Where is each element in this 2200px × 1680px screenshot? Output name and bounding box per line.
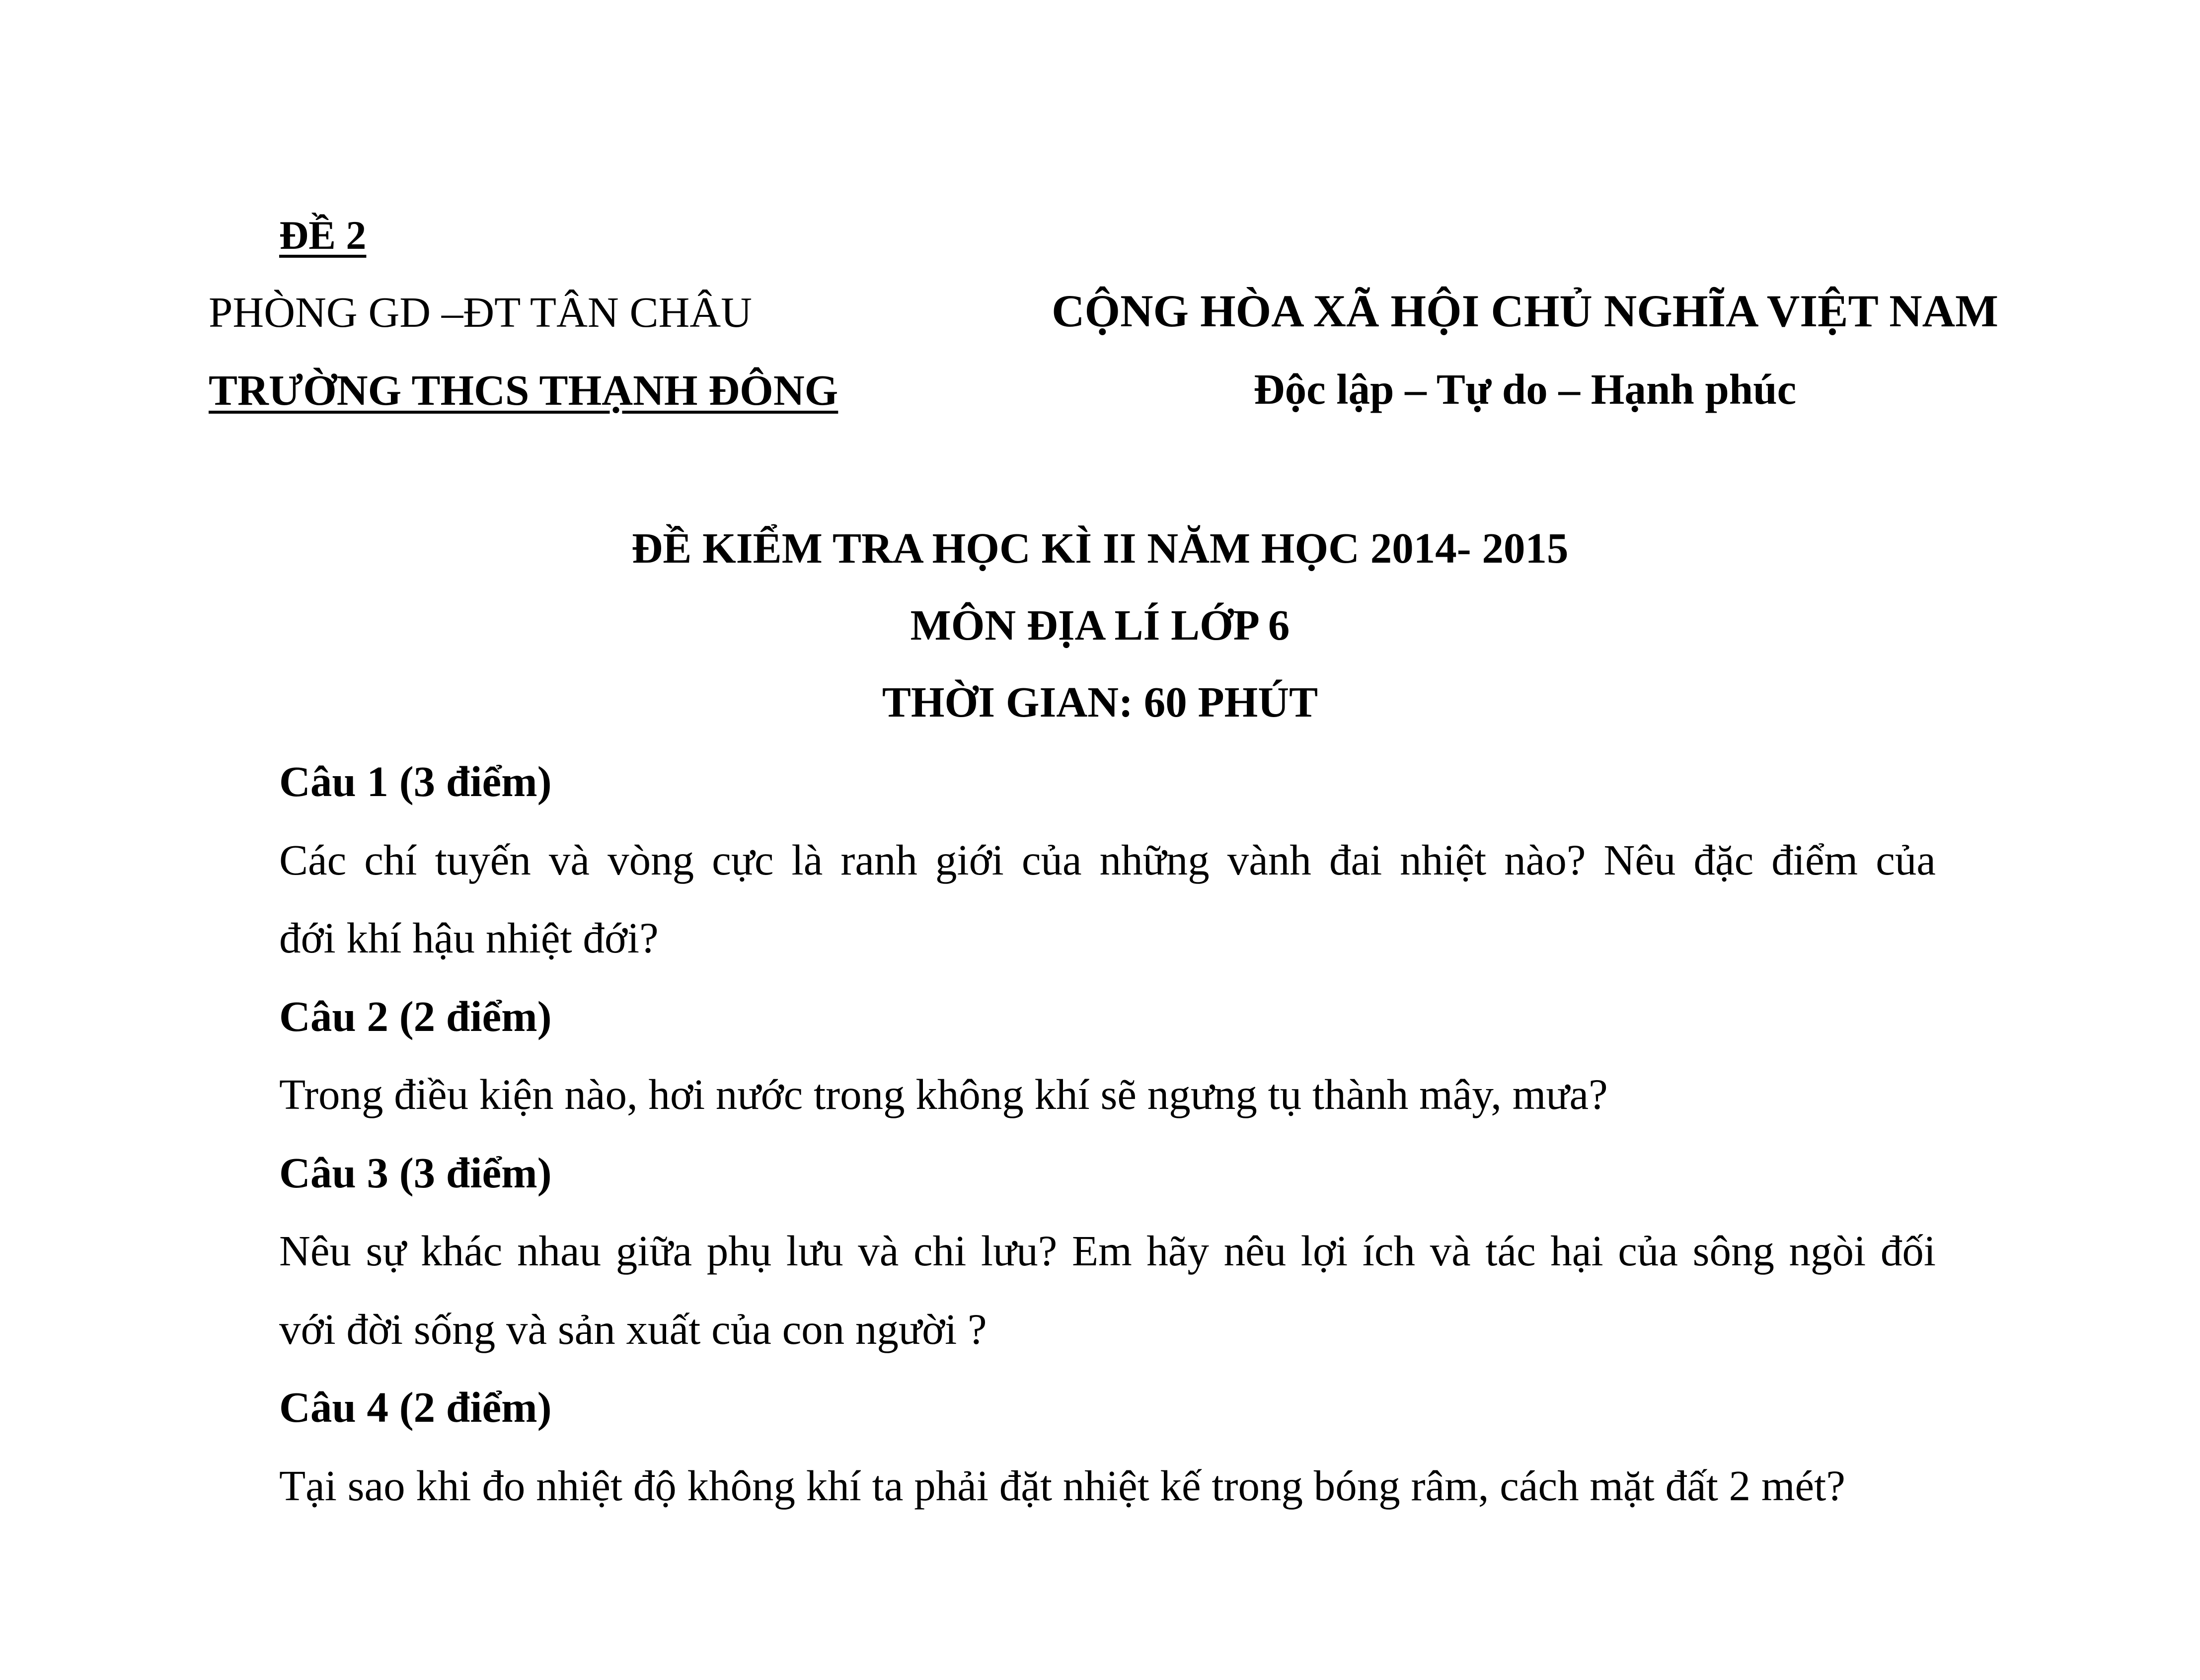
exam-title: ĐỀ KIỂM TRA HỌC KÌ II NĂM HỌC 2014- 2015 bbox=[631, 524, 1569, 572]
national-motto: Độc lập – Tự do – Hạnh phúc bbox=[1253, 365, 1797, 413]
question-4-heading: Câu 4 (2 điểm) bbox=[279, 1383, 552, 1431]
question-1-heading: Câu 1 (3 điểm) bbox=[279, 757, 552, 805]
question-3-heading: Câu 3 (3 điểm) bbox=[279, 1149, 552, 1197]
question-3-line-2: với đời sống và sản xuất của con người ? bbox=[279, 1305, 987, 1353]
exam-subject: MÔN ĐỊA LÍ LỚP 6 bbox=[910, 601, 1290, 649]
school-name: TRƯỜNG THCS THẠNH ĐÔNG bbox=[209, 366, 838, 414]
exam-duration: THỜI GIAN: 60 PHÚT bbox=[882, 678, 1318, 726]
nation-name: CỘNG HÒA XÃ HỘI CHỦ NGHĨA VIỆT NAM bbox=[1052, 286, 1998, 336]
exam-title-block bbox=[0, 526, 2200, 757]
question-2-line-1: Trong điều kiện nào, hơi nước trong không khí sẽ ngưng tụ thành mây, mưa? bbox=[279, 1070, 1608, 1118]
question-1-line-2: đới khí hậu nhiệt đới? bbox=[279, 914, 659, 962]
department-name: PHÒNG GD –ĐT TÂN CHÂU bbox=[209, 288, 752, 336]
question-2-heading: Câu 2 (2 điểm) bbox=[279, 992, 552, 1040]
question-4-line-1: Tại sao khi đo nhiệt độ không khí ta phải đặt nhiệt kế trong bóng râm, cách mặt đất 2 mét? bbox=[279, 1461, 1845, 1510]
exam-code: ĐỀ 2 bbox=[279, 213, 367, 258]
national-header bbox=[1033, 288, 2017, 411]
question-1-line-1: Các chí tuyến và vòng cực là ranh giới của những vành đai nhiệt nào? Nêu đặc điểm của bbox=[279, 836, 1936, 884]
question-3-line-1: Nêu sự khác nhau giữa phụ lưu và chi lưu? Em hãy nêu lợi ích và tác hại của sông ngòi đối bbox=[279, 1227, 1936, 1275]
